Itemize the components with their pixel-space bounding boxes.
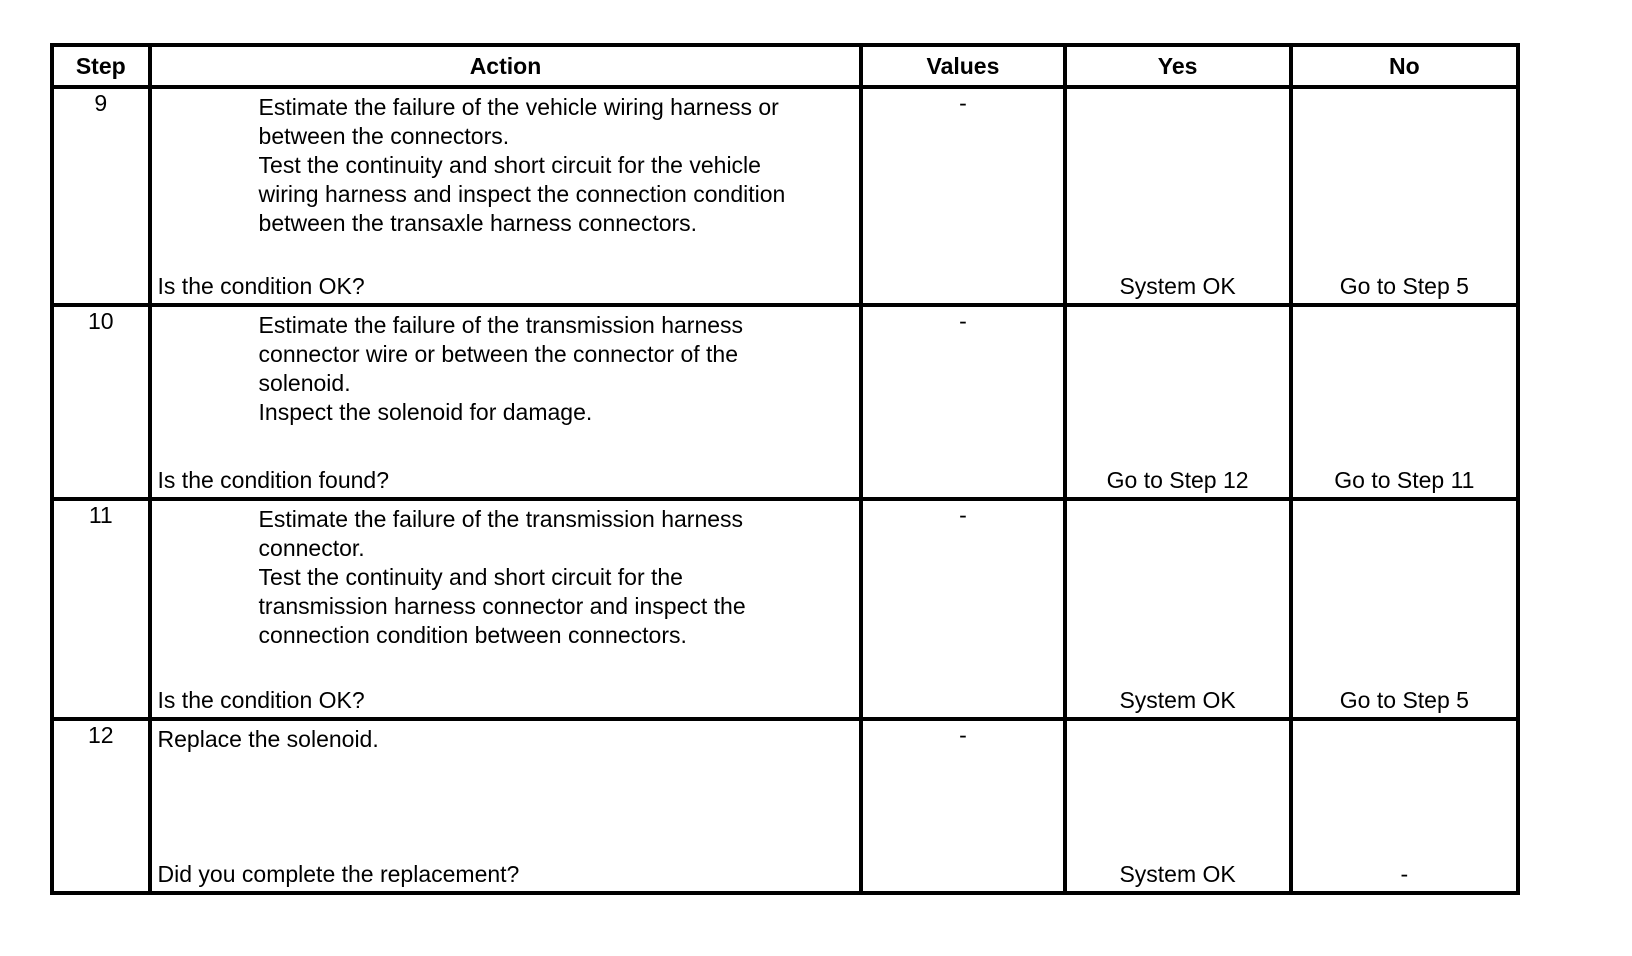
header-row (52, 45, 1518, 87)
diagnostic-table (50, 43, 1520, 895)
instruction-line: between the connectors. (258, 123, 510, 149)
no-answer: - (1400, 861, 1409, 887)
instruction (152, 307, 860, 427)
instruction-line: solenoid. (258, 370, 351, 396)
yes-cell (1065, 499, 1291, 719)
instruction-line: connector wire or between the connector of the (258, 341, 738, 367)
values-cell: - (861, 305, 1064, 499)
yes-cell (1065, 719, 1291, 893)
question: Is the condition OK? (157, 687, 365, 713)
instruction-line: transmission harness connector and inspect the (258, 593, 746, 619)
header-no: No (1291, 45, 1518, 87)
instruction-line: Test the continuity and short circuit for the vehicle (258, 152, 761, 178)
no-answer: Go to Step 11 (1334, 467, 1475, 493)
no-cell (1291, 719, 1518, 893)
action-cell (150, 87, 862, 305)
instruction-line: between the transaxle harness connectors. (258, 210, 698, 236)
no-answer: Go to Step 5 (1339, 687, 1469, 713)
header-yes: Yes (1065, 45, 1291, 87)
action-cell (150, 305, 862, 499)
action-cell (150, 499, 862, 719)
values-cell: - (861, 87, 1064, 305)
instruction-line: connection condition between connectors. (258, 622, 687, 648)
instruction-line: Inspect the solenoid for damage. (258, 399, 593, 425)
no-cell (1291, 499, 1518, 719)
header-action: Action (150, 45, 862, 87)
table-row (52, 87, 1518, 305)
table-row (52, 719, 1518, 893)
instruction (152, 721, 860, 754)
yes-cell (1065, 87, 1291, 305)
table-row (52, 499, 1518, 719)
step-number: 9 (52, 87, 150, 305)
instruction-line: Estimate the failure of the transmission harness (258, 312, 744, 338)
yes-cell (1065, 305, 1291, 499)
question: Is the condition found? (157, 467, 389, 493)
step-number: 12 (52, 719, 150, 893)
instruction-line: Test the continuity and short circuit for the (258, 564, 683, 590)
no-answer: Go to Step 5 (1339, 273, 1469, 299)
yes-answer: System OK (1119, 687, 1236, 713)
table-row (52, 305, 1518, 499)
instruction-line: Replace the solenoid. (157, 726, 379, 752)
no-cell (1291, 87, 1518, 305)
instruction-line: Estimate the failure of the vehicle wiring harness or (258, 94, 779, 120)
instruction (152, 501, 860, 650)
question: Is the condition OK? (157, 273, 365, 299)
step-number: 10 (52, 305, 150, 499)
question: Did you complete the replacement? (157, 861, 520, 887)
yes-answer: System OK (1119, 861, 1236, 887)
step-number: 11 (52, 499, 150, 719)
header-values: Values (861, 45, 1064, 87)
yes-answer: System OK (1119, 273, 1236, 299)
values-cell: - (861, 719, 1064, 893)
action-cell (150, 719, 862, 893)
yes-answer: Go to Step 12 (1106, 467, 1249, 493)
instruction-line: wiring harness and inspect the connection condition (258, 181, 786, 207)
no-cell (1291, 305, 1518, 499)
instruction-line: connector. (258, 535, 365, 561)
instruction-line: Estimate the failure of the transmission harness (258, 506, 744, 532)
instruction (152, 89, 860, 238)
values-cell: - (861, 499, 1064, 719)
header-step: Step (52, 45, 150, 87)
